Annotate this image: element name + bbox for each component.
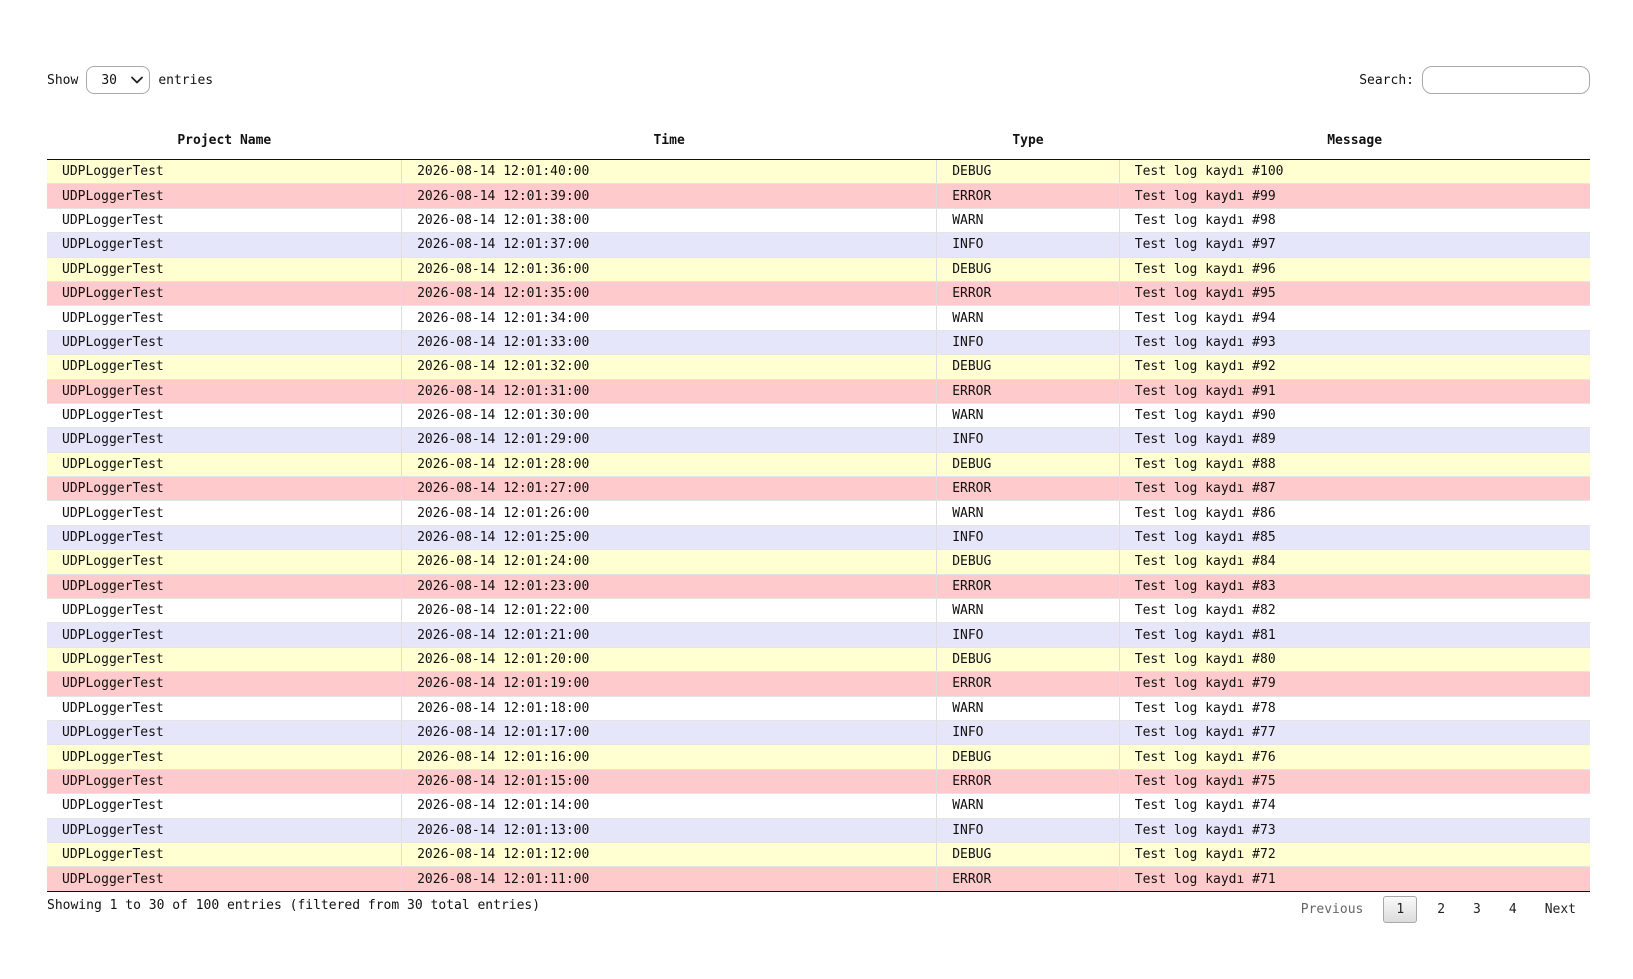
- cell-time: 2026-08-14 12:01:32:00: [402, 355, 937, 379]
- cell-message: Test log kaydı #75: [1119, 769, 1590, 793]
- table-row[interactable]: [47, 818, 1590, 842]
- table-row[interactable]: [47, 184, 1590, 208]
- cell-time: 2026-08-14 12:01:27:00: [402, 477, 937, 501]
- cell-project-name: UDPLoggerTest: [47, 403, 402, 427]
- table-row[interactable]: [47, 306, 1590, 330]
- chevron-down-icon: [131, 76, 143, 84]
- search-label: Search:: [1359, 72, 1414, 88]
- cell-project-name: UDPLoggerTest: [47, 452, 402, 476]
- table-body: [47, 160, 1590, 892]
- cell-type: DEBUG: [937, 842, 1120, 866]
- cell-type: WARN: [937, 208, 1120, 232]
- previous-page-button[interactable]: Previous: [1300, 901, 1364, 917]
- cell-message: Test log kaydı #99: [1119, 184, 1590, 208]
- cell-message: Test log kaydı #98: [1119, 208, 1590, 232]
- cell-project-name: UDPLoggerTest: [47, 550, 402, 574]
- cell-project-name: UDPLoggerTest: [47, 745, 402, 769]
- page-length-value: 30: [101, 72, 117, 88]
- table-row[interactable]: [47, 477, 1590, 501]
- cell-project-name: UDPLoggerTest: [47, 257, 402, 281]
- cell-time: 2026-08-14 12:01:18:00: [402, 696, 937, 720]
- cell-type: DEBUG: [937, 745, 1120, 769]
- table-row[interactable]: [47, 550, 1590, 574]
- cell-time: 2026-08-14 12:01:12:00: [402, 842, 937, 866]
- pagination: [1287, 894, 1590, 924]
- cell-message: Test log kaydı #87: [1119, 477, 1590, 501]
- table-row[interactable]: [47, 160, 1590, 184]
- cell-message: Test log kaydı #79: [1119, 672, 1590, 696]
- table-row[interactable]: [47, 330, 1590, 354]
- cell-message: Test log kaydı #76: [1119, 745, 1590, 769]
- cell-type: DEBUG: [937, 160, 1120, 184]
- cell-project-name: UDPLoggerTest: [47, 428, 402, 452]
- table-row[interactable]: [47, 501, 1590, 525]
- entries-label: entries: [158, 72, 214, 88]
- cell-type: INFO: [937, 818, 1120, 842]
- page-button-1[interactable]: 1: [1383, 896, 1417, 923]
- cell-message: Test log kaydı #95: [1119, 281, 1590, 305]
- cell-type: ERROR: [937, 769, 1120, 793]
- cell-message: Test log kaydı #93: [1119, 330, 1590, 354]
- table-row[interactable]: [47, 403, 1590, 427]
- cell-message: Test log kaydı #74: [1119, 794, 1590, 818]
- table-row[interactable]: [47, 745, 1590, 769]
- cell-time: 2026-08-14 12:01:33:00: [402, 330, 937, 354]
- table-row[interactable]: [47, 355, 1590, 379]
- cell-time: 2026-08-14 12:01:28:00: [402, 452, 937, 476]
- cell-type: INFO: [937, 233, 1120, 257]
- table-row[interactable]: [47, 720, 1590, 744]
- cell-time: 2026-08-14 12:01:39:00: [402, 184, 937, 208]
- cell-message: Test log kaydı #84: [1119, 550, 1590, 574]
- cell-message: Test log kaydı #94: [1119, 306, 1590, 330]
- cell-type: DEBUG: [937, 550, 1120, 574]
- cell-message: Test log kaydı #81: [1119, 623, 1590, 647]
- cell-type: INFO: [937, 525, 1120, 549]
- table-header: [47, 121, 1590, 160]
- cell-time: 2026-08-14 12:01:17:00: [402, 720, 937, 744]
- table-info: Showing 1 to 30 of 100 entries (filtered from 30 total entries): [47, 898, 541, 913]
- cell-project-name: UDPLoggerTest: [47, 623, 402, 647]
- column-header-project-name[interactable]: Project Name: [47, 121, 402, 160]
- cell-message: Test log kaydı #85: [1119, 525, 1590, 549]
- cell-project-name: UDPLoggerTest: [47, 281, 402, 305]
- cell-type: ERROR: [937, 477, 1120, 501]
- table-row[interactable]: [47, 867, 1590, 891]
- cell-type: DEBUG: [937, 355, 1120, 379]
- cell-project-name: UDPLoggerTest: [47, 574, 402, 598]
- cell-time: 2026-08-14 12:01:26:00: [402, 501, 937, 525]
- cell-type: WARN: [937, 794, 1120, 818]
- cell-type: ERROR: [937, 379, 1120, 403]
- table-row[interactable]: [47, 769, 1590, 793]
- cell-time: 2026-08-14 12:01:29:00: [402, 428, 937, 452]
- cell-project-name: UDPLoggerTest: [47, 818, 402, 842]
- cell-project-name: UDPLoggerTest: [47, 330, 402, 354]
- cell-project-name: UDPLoggerTest: [47, 769, 402, 793]
- cell-time: 2026-08-14 12:01:22:00: [402, 599, 937, 623]
- cell-message: Test log kaydı #89: [1119, 428, 1590, 452]
- cell-project-name: UDPLoggerTest: [47, 842, 402, 866]
- table-row[interactable]: [47, 794, 1590, 818]
- cell-time: 2026-08-14 12:01:16:00: [402, 745, 937, 769]
- page-button-3[interactable]: 3: [1473, 901, 1481, 917]
- table-row[interactable]: [47, 428, 1590, 452]
- page-button-4[interactable]: 4: [1508, 901, 1517, 917]
- page-button-2[interactable]: 2: [1437, 901, 1446, 917]
- cell-project-name: UDPLoggerTest: [47, 184, 402, 208]
- cell-project-name: UDPLoggerTest: [47, 477, 402, 501]
- cell-type: DEBUG: [937, 452, 1120, 476]
- cell-time: 2026-08-14 12:01:35:00: [402, 281, 937, 305]
- cell-project-name: UDPLoggerTest: [47, 794, 402, 818]
- cell-time: 2026-08-14 12:01:31:00: [402, 379, 937, 403]
- cell-message: Test log kaydı #100: [1119, 160, 1590, 184]
- cell-type: INFO: [937, 720, 1120, 744]
- cell-time: 2026-08-14 12:01:34:00: [402, 306, 937, 330]
- cell-type: DEBUG: [937, 257, 1120, 281]
- cell-type: ERROR: [937, 672, 1120, 696]
- cell-project-name: UDPLoggerTest: [47, 233, 402, 257]
- cell-message: Test log kaydı #72: [1119, 842, 1590, 866]
- search-control: [1359, 65, 1590, 95]
- table-row[interactable]: [47, 623, 1590, 647]
- cell-project-name: UDPLoggerTest: [47, 208, 402, 232]
- cell-project-name: UDPLoggerTest: [47, 355, 402, 379]
- cell-message: Test log kaydı #73: [1119, 818, 1590, 842]
- cell-message: Test log kaydı #90: [1119, 403, 1590, 427]
- cell-time: 2026-08-14 12:01:25:00: [402, 525, 937, 549]
- cell-time: 2026-08-14 12:01:11:00: [402, 867, 937, 891]
- cell-project-name: UDPLoggerTest: [47, 501, 402, 525]
- table-row[interactable]: [47, 574, 1590, 598]
- cell-time: 2026-08-14 12:01:19:00: [402, 672, 937, 696]
- table-row[interactable]: [47, 525, 1590, 549]
- cell-message: Test log kaydı #92: [1119, 355, 1590, 379]
- cell-type: ERROR: [937, 281, 1120, 305]
- cell-time: 2026-08-14 12:01:15:00: [402, 769, 937, 793]
- cell-project-name: UDPLoggerTest: [47, 672, 402, 696]
- cell-type: WARN: [937, 501, 1120, 525]
- cell-time: 2026-08-14 12:01:24:00: [402, 550, 937, 574]
- column-header-type[interactable]: Type: [937, 121, 1120, 160]
- table-row[interactable]: [47, 842, 1590, 866]
- cell-message: Test log kaydı #77: [1119, 720, 1590, 744]
- cell-time: 2026-08-14 12:01:30:00: [402, 403, 937, 427]
- cell-time: 2026-08-14 12:01:36:00: [402, 257, 937, 281]
- cell-type: WARN: [937, 306, 1120, 330]
- cell-time: 2026-08-14 12:01:40:00: [402, 160, 937, 184]
- cell-project-name: UDPLoggerTest: [47, 525, 402, 549]
- table-row[interactable]: [47, 233, 1590, 257]
- table-row[interactable]: [47, 208, 1590, 232]
- cell-time: 2026-08-14 12:01:14:00: [402, 794, 937, 818]
- page-length-control: [47, 65, 213, 95]
- column-header-time[interactable]: Time: [402, 121, 937, 160]
- cell-type: ERROR: [937, 574, 1120, 598]
- cell-message: Test log kaydı #88: [1119, 452, 1590, 476]
- table-row[interactable]: [47, 672, 1590, 696]
- table-controls: [47, 65, 1590, 95]
- table-row[interactable]: [47, 599, 1590, 623]
- table-row[interactable]: [47, 647, 1590, 671]
- cell-message: Test log kaydı #83: [1119, 574, 1590, 598]
- cell-message: Test log kaydı #82: [1119, 599, 1590, 623]
- cell-message: Test log kaydı #91: [1119, 379, 1590, 403]
- cell-message: Test log kaydı #71: [1119, 867, 1590, 891]
- cell-message: Test log kaydı #78: [1119, 696, 1590, 720]
- table-footer: [47, 894, 1590, 924]
- cell-project-name: UDPLoggerTest: [47, 867, 402, 891]
- cell-time: 2026-08-14 12:01:23:00: [402, 574, 937, 598]
- cell-time: 2026-08-14 12:01:13:00: [402, 818, 937, 842]
- cell-type: INFO: [937, 428, 1120, 452]
- search-input[interactable]: [1422, 66, 1590, 94]
- cell-type: DEBUG: [937, 647, 1120, 671]
- cell-time: 2026-08-14 12:01:38:00: [402, 208, 937, 232]
- cell-project-name: UDPLoggerTest: [47, 696, 402, 720]
- cell-type: ERROR: [937, 184, 1120, 208]
- cell-project-name: UDPLoggerTest: [47, 599, 402, 623]
- cell-project-name: UDPLoggerTest: [47, 306, 402, 330]
- table-row[interactable]: [47, 696, 1590, 720]
- cell-type: INFO: [937, 330, 1120, 354]
- table-row[interactable]: [47, 257, 1590, 281]
- next-page-button[interactable]: Next: [1544, 901, 1576, 917]
- show-label: Show: [47, 72, 79, 88]
- cell-type: ERROR: [937, 867, 1120, 891]
- table-row[interactable]: [47, 379, 1590, 403]
- cell-time: 2026-08-14 12:01:20:00: [402, 647, 937, 671]
- cell-type: WARN: [937, 599, 1120, 623]
- table-row[interactable]: [47, 281, 1590, 305]
- cell-type: WARN: [937, 696, 1120, 720]
- page-length-select[interactable]: [86, 66, 150, 94]
- cell-message: Test log kaydı #86: [1119, 501, 1590, 525]
- cell-project-name: UDPLoggerTest: [47, 160, 402, 184]
- cell-project-name: UDPLoggerTest: [47, 720, 402, 744]
- cell-message: Test log kaydı #80: [1119, 647, 1590, 671]
- table-row[interactable]: [47, 452, 1590, 476]
- cell-message: Test log kaydı #96: [1119, 257, 1590, 281]
- cell-type: WARN: [937, 403, 1120, 427]
- cell-message: Test log kaydı #97: [1119, 233, 1590, 257]
- cell-time: 2026-08-14 12:01:21:00: [402, 623, 937, 647]
- column-header-message[interactable]: Message: [1119, 121, 1590, 160]
- cell-project-name: UDPLoggerTest: [47, 647, 402, 671]
- log-table: [47, 121, 1590, 892]
- cell-project-name: UDPLoggerTest: [47, 379, 402, 403]
- cell-type: INFO: [937, 623, 1120, 647]
- cell-time: 2026-08-14 12:01:37:00: [402, 233, 937, 257]
